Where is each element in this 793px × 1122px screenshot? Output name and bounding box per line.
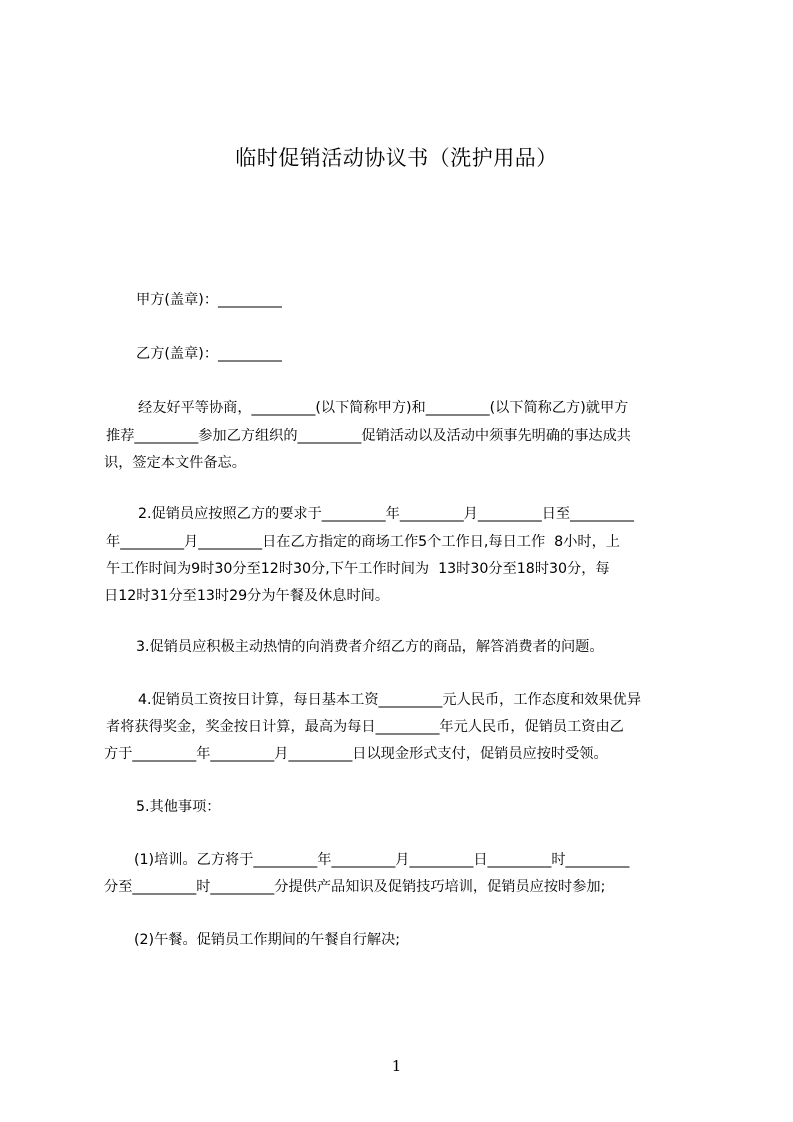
party-b-line: 乙方(盖章)：_________ xyxy=(136,346,282,362)
clause-3-line-1: 3.促销员应积极主动热情的向消费者介绍乙方的商品，解答消费者的问题。 xyxy=(136,639,604,655)
party-a-line: 甲方(盖章)：_________ xyxy=(136,292,282,308)
clause-5-item-1-line-2: 分至_________时_________分提供产品知识及促销技巧培训，促销员应按时参加; xyxy=(104,879,606,895)
clause-5-item-2-line-1: (2)午餐。促销员工作期间的午餐自行解决; xyxy=(134,932,401,948)
page-number: 1 xyxy=(391,1057,402,1075)
clause-2-line-4: 日12时31分至13时29分为午餐及休息时间。 xyxy=(104,588,390,604)
clause-5-item-1-line-1: (1)培训。乙方将于_________年_________月_________日_________时_________ xyxy=(134,852,630,868)
document-title: 临时促销活动协议书（洗护用品） xyxy=(235,146,558,170)
clause-2-line-3: 午工作时间为9时30分至12时30分,下午工作时间为 13时30分至18时30分，每 xyxy=(106,561,610,577)
intro-line-1: 经友好平等协商，_________(以下简称甲方)和_________(以下简称乙方)就甲方 xyxy=(138,400,629,416)
intro-line-3: 识，签定本文件备忘。 xyxy=(104,455,246,471)
clause-4-line-1: 4.促销员工资按日计算，每日基本工资_________元人民币，工作态度和效果优异 xyxy=(138,692,642,708)
clause-2-line-1: 2.促销员应按照乙方的要求于_________年_________月_________日至_________ xyxy=(138,506,634,522)
clause-5-heading: 5.其他事项： xyxy=(136,799,221,815)
clause-2-line-2: 年_________月_________日在乙方指定的商场工作5个工作日,每日工作 8小时，上 xyxy=(106,534,620,550)
intro-line-2: 推荐_________参加乙方组织的_________促销活动以及活动中须事先明确的事达成共 xyxy=(106,428,631,444)
clause-4-line-2: 者将获得奖金，奖金按日计算，最高为每日_________年元人民币，促销员工资由乙 xyxy=(106,719,624,735)
clause-4-line-3: 方于_________年_________月_________日以现金形式支付，促销员应按时受领。 xyxy=(104,746,608,762)
